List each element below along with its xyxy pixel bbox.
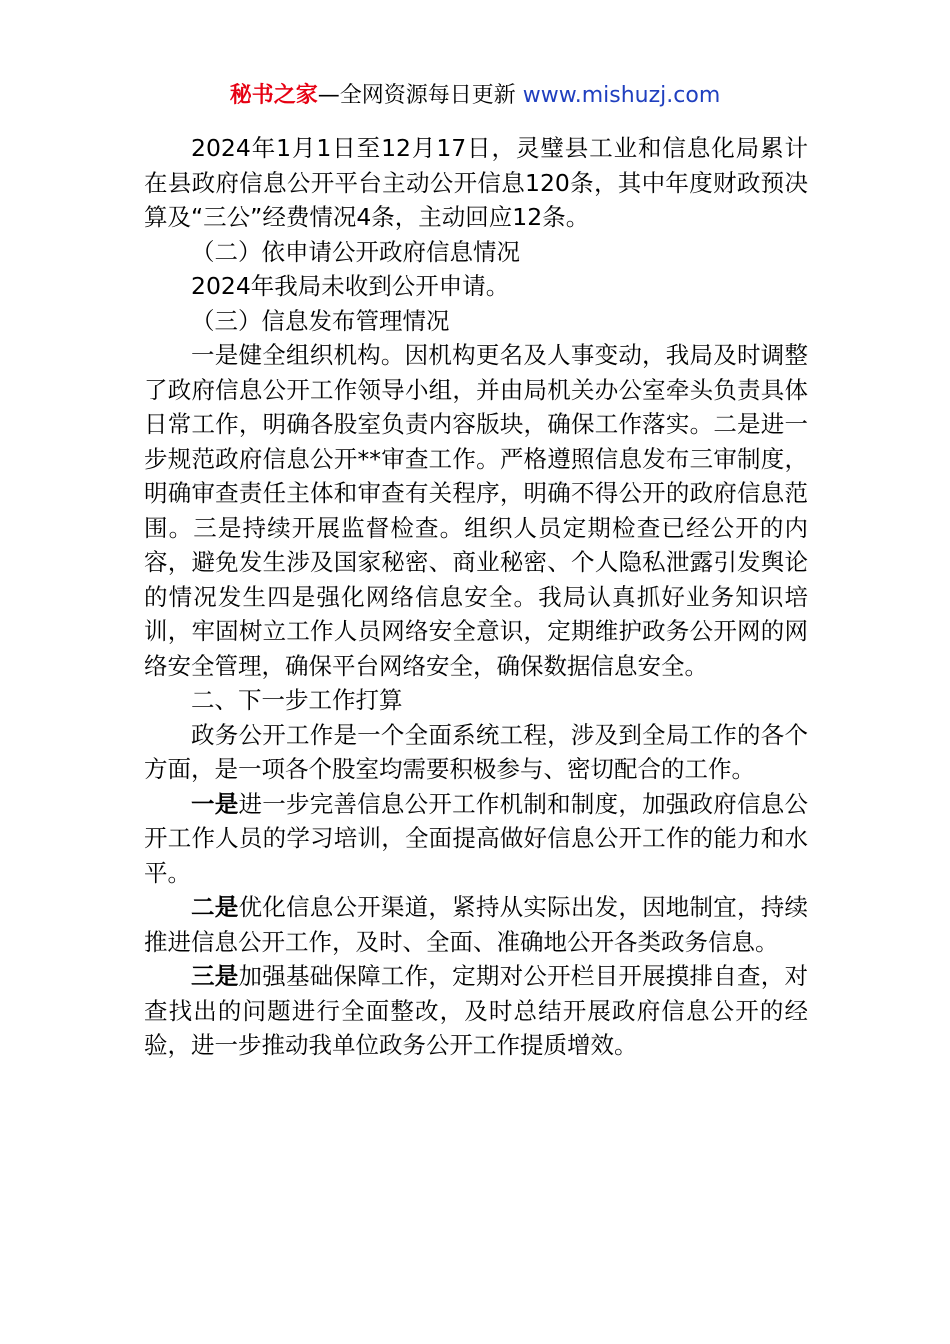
section-heading-release-management: （三）信息发布管理情况: [191, 306, 450, 335]
brand-name: 秘书之家: [229, 83, 318, 108]
list-item-3-text: 加强基础保障工作，定期对公开栏目开展摸排自查，对查找出的问题进行全面整改，及时总结开展政府信息公开的经验，进一步推动我单位政务公开工作提质增效。: [144, 962, 809, 1059]
document-body: [144, 131, 808, 1063]
list-item-2-lead: 二是: [191, 893, 239, 921]
page-header: [0, 80, 950, 112]
list-item-1-text: 进一步完善信息公开工作机制和制度，加强政府信息公开工作人员的学习培训，全面提高做好信息公开工作的能力和水平。: [144, 789, 809, 887]
list-item-2-text: 优化信息公开渠道，紧持从实际出发，因地制宜，持续推进信息公开工作，及时、全面、准确地公开各类政务信息。: [144, 893, 809, 956]
list-item-2: [144, 890, 808, 959]
paragraph-next-steps-intro: 政务公开工作是一个全面系统工程，涉及到全局工作的各个方面，是一项各个股室均需要积极参与、密切配合的工作。: [144, 720, 808, 783]
header-tagline: —全网资源每日更新: [317, 83, 523, 108]
paragraph-application: 2024年我局未收到公开申请。: [191, 272, 510, 300]
section-heading-next-steps: 二、下一步工作打算: [191, 686, 403, 714]
site-link[interactable]: www.mishuzj.com: [522, 83, 721, 108]
paragraph-release-management: 一是健全组织机构。因机构更名及人事变动，我局及时调整了政府信息公开工作领导小组，并由局机关办公室牵头负责具体日常工作，明确各股室负责内容版块，确保工作落实。二是进一步规范政府信息公开**审查工作。严格遵照信息发布三审制度，明确审查责任主体和审查有关程序，明确不得公开的政府信息范围。三是持续开展监督检查。组织人员定期检查已经公开的内容，避免发生涉及国家秘密、商业秘密、个人隐私泄露引发舆论的情况发生四是强化网络信息安全。我局认真抓好业务知识培训，牢固树立工作人员网络安全意识，定期维护政务公开网的网络安全管理，确保平台网络安全，确保数据信息安全。: [144, 341, 808, 680]
list-item-1-lead: 一是: [191, 789, 239, 818]
list-item-3: [144, 959, 808, 1063]
list-item-1: [144, 787, 808, 891]
list-item-3-lead: 三是: [191, 962, 239, 990]
paragraph-proactive-disclosure: 2024年1月1日至12月17日，灵璧县工业和信息化局累计在县政府信息公开平台主动公开信息120条，其中年度财政预决算及“三公”经费情况4条，主动回应12条。: [144, 134, 808, 231]
section-heading-application: （二）依申请公开政府信息情况: [191, 237, 520, 266]
